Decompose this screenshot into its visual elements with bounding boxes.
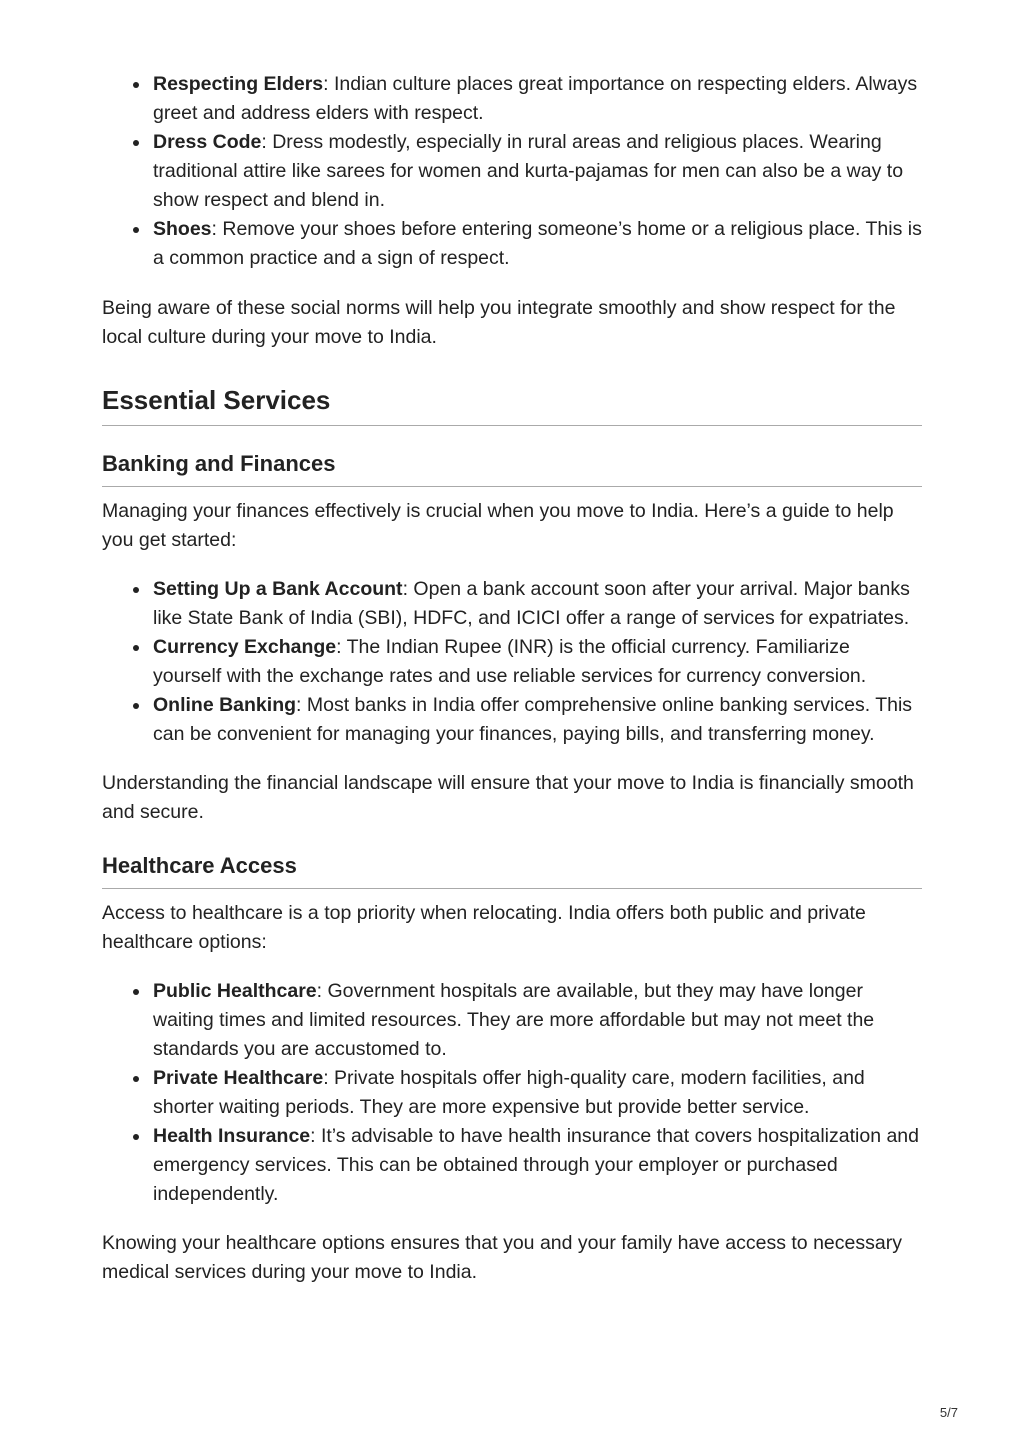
list-item xyxy=(153,1122,922,1209)
page-number: 5/7 xyxy=(939,1405,958,1420)
list-item-text: : Indian culture places great importance on respecting elders. Always greet and address elders with respect. xyxy=(153,73,918,124)
list-item-term: Respecting Elders xyxy=(153,73,324,95)
healthcare-closing: Knowing your healthcare options ensures that you and your family have access to necessary medical services during your move to India. xyxy=(102,1232,902,1283)
list-item-text: : Most banks in India offer comprehensive online banking services. This can be convenient for managing your finances, paying bills, and transferring money. xyxy=(153,694,913,745)
social-norms-closing: Being aware of these social norms will help you integrate smoothly and show respect for the local culture during your move to India. xyxy=(102,297,896,348)
list-item xyxy=(153,691,922,749)
list-item xyxy=(153,977,922,1064)
social-norms-list xyxy=(102,70,922,273)
list-item-text: : Private hospitals offer high-quality care, modern facilities, and shorter waiting periods. They are more expensive but provide better service. xyxy=(153,1067,865,1118)
list-item xyxy=(153,128,922,215)
healthcare-intro: Access to healthcare is a top priority when relocating. India offers both public and private healthcare options: xyxy=(102,902,866,953)
list-item-text: : The Indian Rupee (INR) is the official currency. Familiarize yourself with the exchange rates and use reliable services for currency conversion. xyxy=(153,636,867,687)
essential-services-heading: Essential Services xyxy=(102,383,922,426)
banking-intro: Managing your finances effectively is crucial when you move to India. Here’s a guide to help you get started: xyxy=(102,500,894,551)
list-item-term: Private Healthcare xyxy=(153,1067,324,1089)
list-item xyxy=(153,215,922,273)
list-item-term: Currency Exchange xyxy=(153,636,337,658)
banking-heading: Banking and Finances xyxy=(102,449,922,487)
list-item-term: Public Healthcare xyxy=(153,980,317,1002)
list-item-text: : Dress modestly, especially in rural areas and religious places. Wearing traditional attire like sarees for women and kurta-pajamas for men can also be a way to show respect and blend in. xyxy=(153,131,904,211)
list-item xyxy=(153,633,922,691)
healthcare-heading: Healthcare Access xyxy=(102,851,922,889)
list-item-term: Setting Up a Bank Account xyxy=(153,578,403,600)
list-item xyxy=(153,70,922,128)
list-item-term: Health Insurance xyxy=(153,1125,311,1147)
banking-closing: Understanding the financial landscape will ensure that your move to India is financially smooth and secure. xyxy=(102,772,914,823)
list-item-term: Online Banking xyxy=(153,694,297,716)
list-item-text: : Open a bank account soon after your arrival. Major banks like State Bank of India (SBI), HDFC, and ICICI offer a range of services for expatriates. xyxy=(153,578,910,629)
list-item-text: : Government hospitals are available, but they may have longer waiting times and limited resources. They are more affordable but may not meet the standards you are accustomed to. xyxy=(153,980,875,1060)
banking-list xyxy=(102,575,922,749)
healthcare-list xyxy=(102,977,922,1209)
list-item xyxy=(153,575,922,633)
list-item-term: Dress Code xyxy=(153,131,262,153)
list-item xyxy=(153,1064,922,1122)
document-page xyxy=(102,70,922,1287)
list-item-text: : It’s advisable to have health insurance that covers hospitalization and emergency services. This can be obtained through your employer or purchased independently. xyxy=(153,1125,919,1205)
list-item-term: Shoes xyxy=(153,218,212,240)
list-item-text: : Remove your shoes before entering someone’s home or a religious place. This is a common practice and a sign of respect. xyxy=(153,218,922,269)
